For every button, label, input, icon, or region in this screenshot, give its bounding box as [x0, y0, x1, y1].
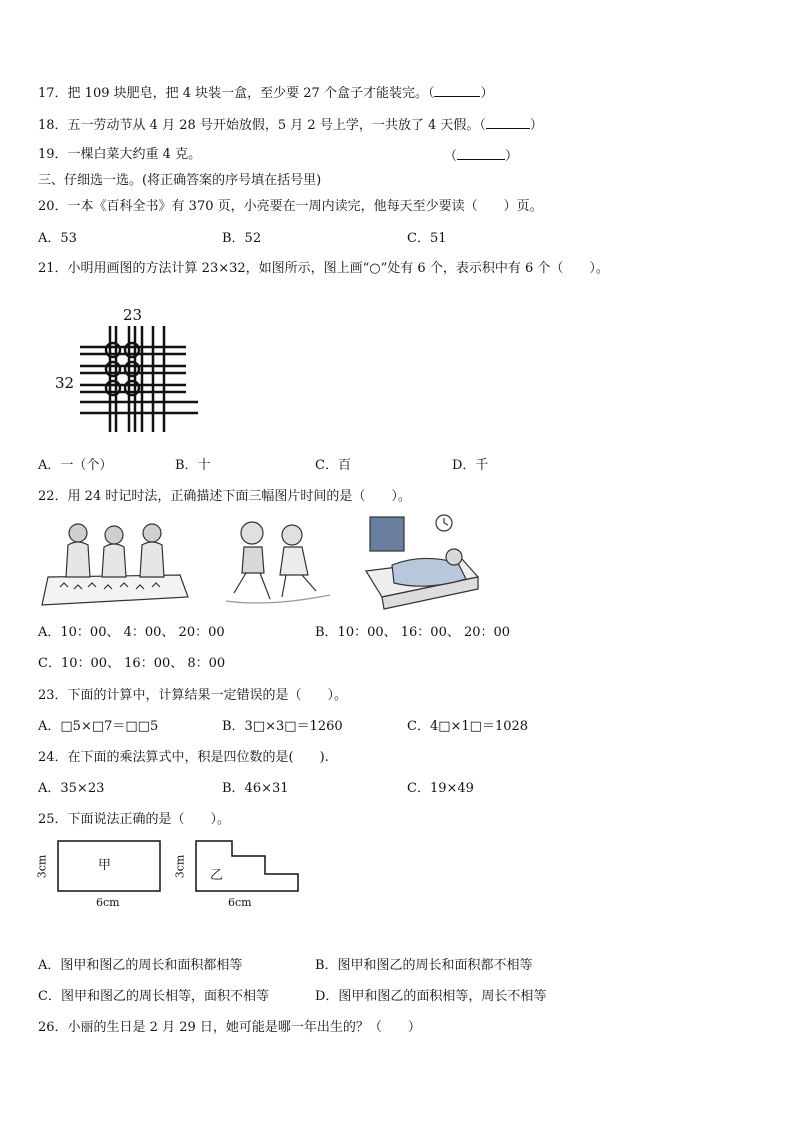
paren-close: ） — [529, 118, 543, 133]
option-b[interactable]: B．十 — [175, 458, 211, 473]
figure-jia-label: 甲 — [98, 858, 112, 873]
paren-open: （ — [444, 149, 458, 164]
figure-yi-height: 3cm — [173, 854, 187, 879]
picture-children-crafting — [40, 515, 190, 610]
option-c[interactable]: C．图甲和图乙的周长相等，面积不相等 — [38, 989, 269, 1004]
question-20-text: 20．一本《百科全书》有 370 页，小亮要在一周内读完，他每天至少要读（ ）页。 — [38, 199, 543, 214]
option-d[interactable]: D．图甲和图乙的面积相等，周长不相等 — [315, 989, 547, 1004]
question-19-text: 19．一棵白菜大约重 4 克。 — [38, 147, 202, 162]
answer-blank[interactable] — [486, 116, 530, 129]
running-illustration — [220, 515, 335, 610]
option-a[interactable]: A．35×23 — [38, 781, 105, 796]
question-25-text: 25．下面说法正确的是（ ）。 — [38, 812, 231, 827]
option-b[interactable]: B．46×31 — [222, 781, 289, 796]
option-c[interactable]: C．10：00、 16：00、 8：00 — [38, 656, 226, 671]
option-a[interactable]: A．□5×□7＝□□5 — [38, 719, 159, 734]
sleeping-illustration — [362, 513, 482, 613]
picture-children-running — [220, 515, 335, 610]
question-17-text: 17．把 109 块肥皂，把 4 块装一盒，至少要 27 个盒子才能装完。（ — [38, 86, 435, 101]
answer-blank[interactable] — [457, 147, 505, 160]
paren-close: ） — [505, 149, 519, 164]
grid-top-label: 23 — [123, 306, 143, 324]
question-17 — [38, 84, 493, 102]
section-heading: 三、仔细选一选。(将正确答案的序号填在括号里) — [38, 173, 322, 188]
option-a[interactable]: A．一（个） — [38, 458, 113, 473]
option-c[interactable]: C．19×49 — [407, 781, 474, 796]
question-21-text: 21．小明用画图的方法计算 23×32，如图所示，图上画“○”处有 6 个，表示积中有 6 个（ ）。 — [38, 261, 609, 276]
option-c[interactable]: C．4□×1□＝1028 — [407, 719, 529, 734]
figure-yi — [173, 838, 306, 913]
multiplication-grid-figure — [50, 302, 200, 437]
option-c[interactable]: C．51 — [407, 231, 447, 246]
option-a[interactable]: A．53 — [38, 231, 77, 246]
option-b[interactable]: B．3□×3□＝1260 — [222, 719, 343, 734]
figure-yi-width: 6cm — [228, 896, 252, 909]
question-19 — [38, 147, 201, 163]
question-24-text: 24．在下面的乘法算式中，积是四位数的是( ). — [38, 750, 329, 765]
picture-child-sleeping — [362, 513, 482, 613]
figure-jia-width: 6cm — [96, 896, 120, 909]
paren-close: ） — [480, 86, 494, 101]
option-a[interactable]: A．图甲和图乙的周长和面积都相等 — [38, 958, 243, 973]
figure-jia-height: 3cm — [35, 854, 49, 879]
option-b[interactable]: B．52 — [222, 231, 262, 246]
figure-jia — [35, 838, 168, 913]
question-23-text: 23．下面的计算中，计算结果一定错误的是（ ）。 — [38, 688, 348, 703]
figure-yi-label: 乙 — [210, 868, 224, 883]
option-d[interactable]: D．千 — [452, 458, 489, 473]
option-b[interactable]: B．图甲和图乙的周长和面积都不相等 — [315, 958, 533, 973]
question-18 — [38, 116, 543, 134]
option-c[interactable]: C．百 — [315, 458, 351, 473]
question-19-answer — [444, 147, 518, 165]
question-22-text: 22．用 24 时记时法，正确描述下面三幅图片时间的是（ ）。 — [38, 489, 411, 504]
option-a[interactable]: A．10：00、 4：00、 20：00 — [38, 625, 225, 640]
crafting-illustration — [40, 515, 190, 610]
question-26-text: 26．小丽的生日是 2 月 29 日，她可能是哪一年出生的？（ ） — [38, 1020, 421, 1035]
grid-left-label: 32 — [55, 374, 75, 392]
option-b[interactable]: B．10：00、 16：00、 20：00 — [315, 625, 511, 640]
answer-blank[interactable] — [434, 84, 480, 97]
question-18-text: 18．五一劳动节从 4 月 28 号开始放假，5 月 2 号上学，一共放了 4 天假。（ — [38, 118, 486, 133]
